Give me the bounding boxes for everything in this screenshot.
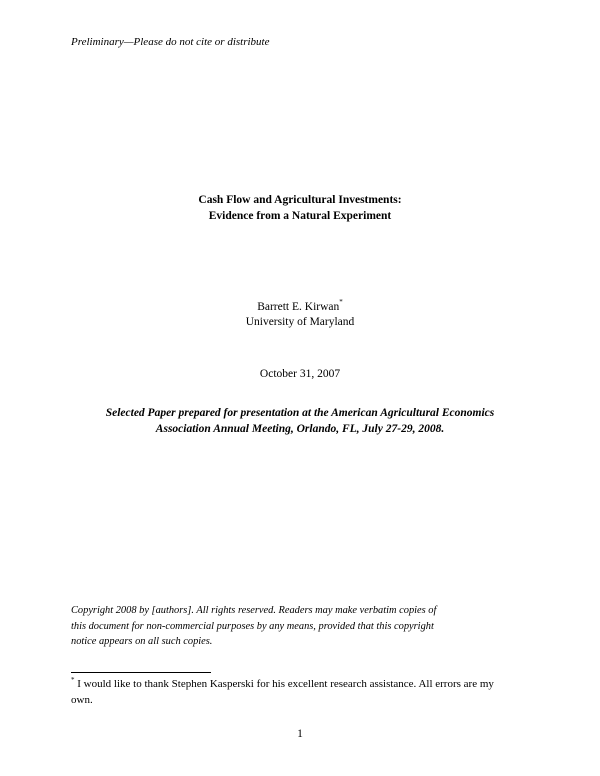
copyright-line-3: notice appears on all such copies. <box>71 636 213 647</box>
footnote-line-1 <box>71 677 536 693</box>
title-line-2: Evidence from a Natural Experiment <box>208 210 392 222</box>
author-affiliation: University of Maryland <box>245 316 355 328</box>
copyright-notice <box>71 603 511 650</box>
title-line-1: Cash Flow and Agricultural Investments: <box>198 194 402 206</box>
footnote-divider <box>71 672 211 673</box>
copyright-line-1: Copyright 2008 by [authors]. All rights reserved. Readers may make verbatim copies of <box>71 605 437 616</box>
running-header: Preliminary—Please do not cite or distribute <box>71 36 270 48</box>
presentation-line-2: Association Annual Meeting, Orlando, FL, July 27-29, 2008. <box>155 422 445 435</box>
author-block <box>0 300 600 330</box>
author-name-line <box>0 300 600 315</box>
author-footnote-marker: * <box>339 298 343 306</box>
paper-date: October 31, 2007 <box>259 368 341 380</box>
footnote-line-2: own. <box>71 693 93 706</box>
footnote-marker: * <box>71 676 75 684</box>
footnote <box>71 677 536 708</box>
page-number: 1 <box>297 728 303 740</box>
presentation-line-1: Selected Paper prepared for presentation at the American Agricultural Economics <box>105 407 495 419</box>
paper-title <box>0 192 600 224</box>
footnote-text-1: I would like to thank Stephen Kasperski for his excellent research assistance. All errors are my <box>74 678 494 690</box>
copyright-line-2: this document for non-commercial purposes by any means, provided that this copyright <box>71 620 434 632</box>
presentation-note <box>60 406 540 437</box>
author-name: Barrett E. Kirwan <box>257 301 340 313</box>
